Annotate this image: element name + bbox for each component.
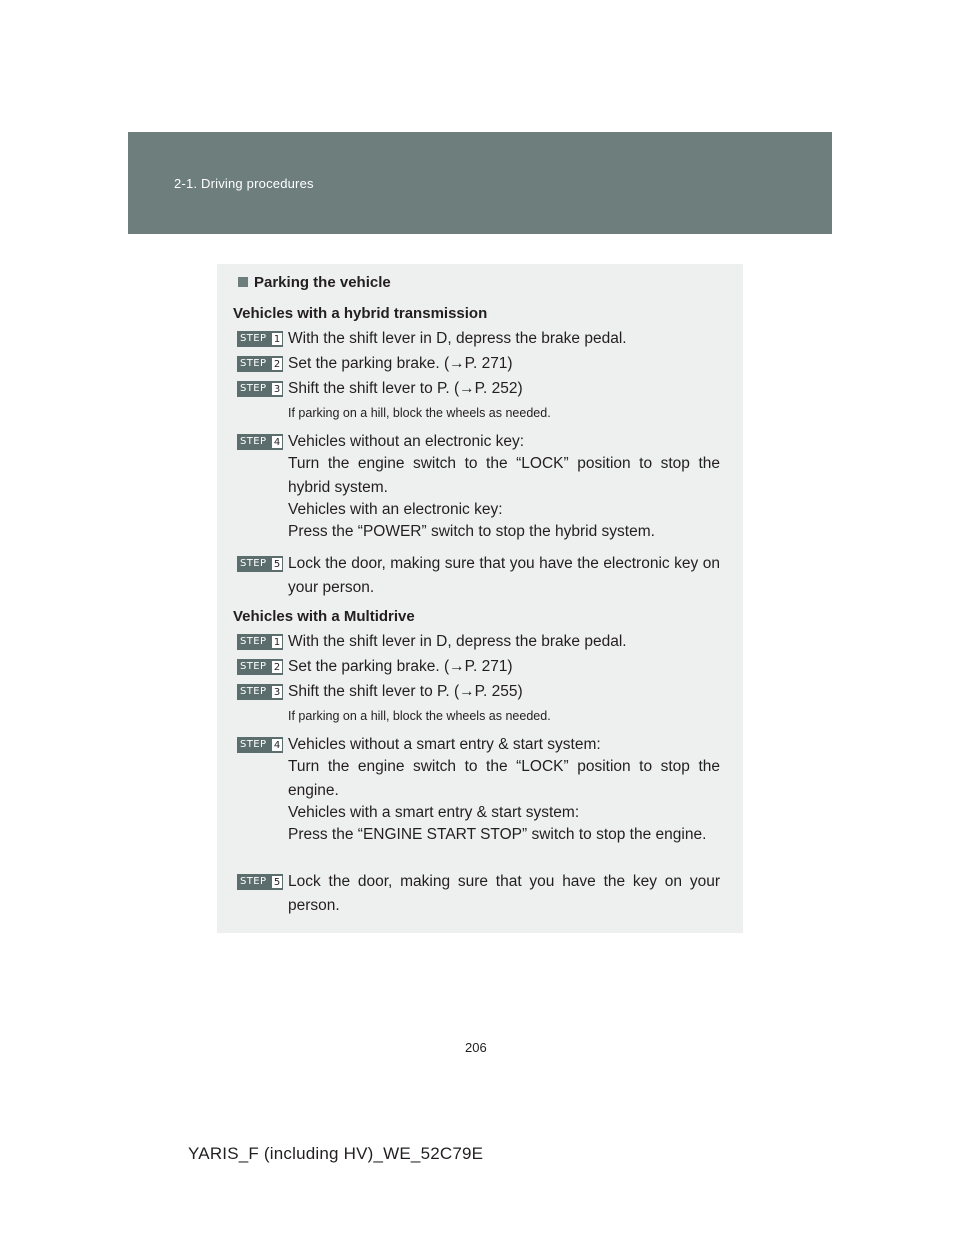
step-badge: STEP 4 <box>237 737 283 753</box>
step-badge: STEP 2 <box>237 659 283 675</box>
step-text: Vehicles with an electronic key: <box>288 501 503 518</box>
step-badge: STEP 5 <box>237 874 283 890</box>
step-text: Vehicles with a smart entry & start system: <box>288 804 580 821</box>
page-number: 206 <box>465 1040 487 1055</box>
step-text: Shift the shift lever to P. (→P. 252) <box>288 380 523 397</box>
step-note: If parking on a hill, block the wheels as needed. <box>288 406 551 420</box>
step-text: Turn the engine switch to the “LOCK” position to stop the hybrid system. <box>288 455 720 496</box>
step-text: Set the parking brake. (→P. 271) <box>288 355 513 372</box>
step-text: Press the “POWER” switch to stop the hybrid system. <box>288 523 655 540</box>
step-text: Lock the door, making sure that you have the electronic key on your person. <box>288 555 720 596</box>
step-badge: STEP 1 <box>237 331 283 347</box>
step-text: Vehicles without a smart entry & start system: <box>288 736 601 753</box>
multidrive-heading: Vehicles with a Multidrive <box>233 608 415 625</box>
step-text: Turn the engine switch to the “LOCK” position to stop the engine. <box>288 758 720 799</box>
step-badge: STEP 2 <box>237 356 283 372</box>
step-text: Shift the shift lever to P. (→P. 255) <box>288 683 523 700</box>
step-text: Lock the door, making sure that you have the key on your person. <box>288 873 720 914</box>
step-badge: STEP 1 <box>237 634 283 650</box>
section-title: 2-1. Driving procedures <box>174 176 314 191</box>
step-badge: STEP 3 <box>237 381 283 397</box>
step-text: Set the parking brake. (→P. 271) <box>288 658 513 675</box>
step-note: If parking on a hill, block the wheels as needed. <box>288 709 551 723</box>
step-text: With the shift lever in D, depress the brake pedal. <box>288 330 627 347</box>
step-badge: STEP 4 <box>237 434 283 450</box>
document-code: YARIS_F (including HV)_WE_52C79E <box>188 1144 484 1163</box>
step-badge: STEP 3 <box>237 684 283 700</box>
step-text: Vehicles without an electronic key: <box>288 433 525 450</box>
section-heading <box>238 274 391 291</box>
step-badge: STEP 5 <box>237 556 283 572</box>
hybrid-heading: Vehicles with a hybrid transmission <box>233 305 488 322</box>
step-text: With the shift lever in D, depress the brake pedal. <box>288 633 627 650</box>
section-heading-text: Parking the vehicle <box>254 274 391 291</box>
step-text: Press the “ENGINE START STOP” switch to stop the engine. <box>288 826 707 843</box>
square-bullet-icon <box>238 277 248 287</box>
